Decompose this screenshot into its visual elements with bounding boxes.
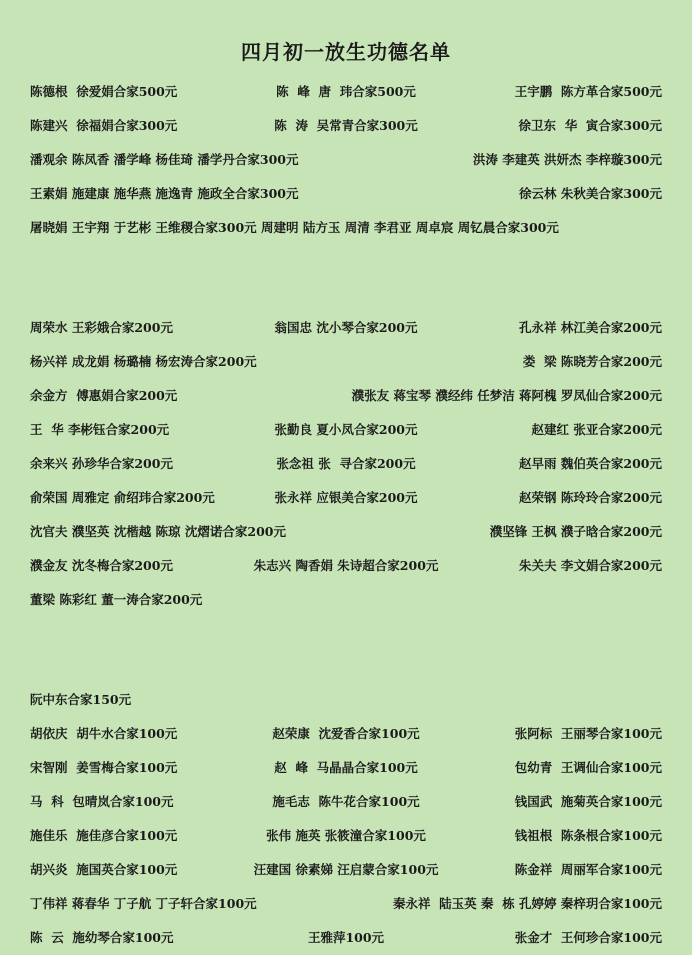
donor-entry: 赵 峰 马晶晶合家100元 bbox=[274, 760, 418, 775]
donor-row bbox=[30, 894, 662, 914]
donor-entry: 沈官夫 濮坚英 沈楷越 陈琼 沈熠诺合家200元 bbox=[30, 524, 287, 539]
donor-row bbox=[30, 758, 662, 778]
donor-entry: 陈德根 徐爱娟合家500元 bbox=[30, 84, 178, 99]
donor-entry: 阮中东合家150元 bbox=[30, 692, 132, 707]
donor-entry: 赵建红 张亚合家200元 bbox=[531, 422, 662, 437]
donor-row bbox=[30, 420, 662, 440]
donor-entry: 宋智刚 姜雪梅合家100元 bbox=[30, 760, 178, 775]
donor-entry: 朱关夫 李文娟合家200元 bbox=[519, 558, 662, 573]
donor-entry: 丁伟祥 蒋春华 丁子航 丁子轩合家100元 bbox=[30, 896, 257, 911]
donor-entry: 董梁 陈彩红 董一涛合家200元 bbox=[30, 592, 203, 607]
donor-row bbox=[30, 928, 662, 948]
donor-entry: 王 华 李彬钰合家200元 bbox=[30, 422, 170, 437]
donor-entry: 张念祖 张 寻合家200元 bbox=[276, 456, 416, 471]
donor-entry: 濮张友 蒋宝琴 濮经纬 任梦洁 蒋阿槐 罗凤仙合家200元 bbox=[351, 388, 662, 403]
donor-entry: 俞荣国 周雅定 俞绍玮合家200元 bbox=[30, 490, 215, 505]
donor-entry: 潘观余 陈凤香 潘学峰 杨佳琦 潘学丹合家300元 bbox=[30, 152, 299, 167]
donor-entry: 洪涛 李建英 洪妍杰 李梓璇300元 bbox=[472, 152, 662, 167]
donor-row bbox=[30, 488, 662, 508]
donor-row bbox=[30, 184, 662, 204]
donor-entry: 施毛志 陈牛花合家100元 bbox=[272, 794, 420, 809]
donor-row bbox=[30, 724, 662, 744]
donor-row bbox=[30, 792, 662, 812]
donor-entry: 徐云林 朱秋美合家300元 bbox=[519, 186, 662, 201]
donor-row bbox=[30, 826, 662, 846]
donor-row bbox=[30, 150, 662, 170]
donor-entry: 王素娟 施建康 施华燕 施逸青 施政全合家300元 bbox=[30, 186, 299, 201]
donor-entry: 张金才 王何珍合家100元 bbox=[514, 930, 662, 945]
donor-entry: 张勤良 夏小凤合家200元 bbox=[274, 422, 418, 437]
donor-entry: 施佳乐 施佳彦合家100元 bbox=[30, 828, 178, 843]
donor-row bbox=[30, 218, 662, 238]
donor-entry: 余来兴 孙珍华合家200元 bbox=[30, 456, 173, 471]
donor-entry: 汪建国 徐素娣 汪启蒙合家100元 bbox=[253, 862, 439, 877]
donor-row bbox=[30, 318, 662, 338]
donor-entry: 马 科 包晴岚合家100元 bbox=[30, 794, 174, 809]
donor-entry: 娄 梁 陈晓芳合家200元 bbox=[522, 354, 662, 369]
donor-entry: 陈建兴 徐福娟合家300元 bbox=[30, 118, 178, 133]
donor-row bbox=[30, 82, 662, 102]
donor-entry: 杨兴祥 成龙娟 杨璐楠 杨宏涛合家200元 bbox=[30, 354, 257, 369]
donor-row bbox=[30, 386, 662, 406]
donor-entry: 屠晓娟 王宇翔 于艺彬 王维稷合家300元 周建明 陆方玉 周清 李君亚 周卓宸 周钇晨合家300元 bbox=[30, 220, 559, 235]
donor-row bbox=[30, 522, 662, 542]
page-title: 四月初一放生功德名单 bbox=[241, 40, 451, 64]
donor-row bbox=[30, 690, 662, 710]
donor-entry: 钱国武 施菊英合家100元 bbox=[514, 794, 662, 809]
donor-entry: 赵荣钢 陈玲玲合家200元 bbox=[519, 490, 662, 505]
donor-entry: 陈 峰 唐 玮合家500元 bbox=[276, 84, 416, 99]
donor-row bbox=[30, 590, 662, 610]
donor-entry: 余金方 傅惠娟合家200元 bbox=[30, 388, 178, 403]
donor-row bbox=[30, 556, 662, 576]
donor-entry: 胡依庆 胡牛水合家100元 bbox=[30, 726, 178, 741]
donor-entry: 朱志兴 陶香娟 朱诗超合家200元 bbox=[253, 558, 439, 573]
donor-entry: 钱祖根 陈条根合家100元 bbox=[514, 828, 662, 843]
donor-entry: 张阿标 王丽琴合家100元 bbox=[514, 726, 662, 741]
donor-entry: 王雅萍100元 bbox=[307, 930, 385, 945]
donor-entry: 赵荣康 沈爱香合家100元 bbox=[272, 726, 420, 741]
donor-entry: 陈 云 施幼琴合家100元 bbox=[30, 930, 174, 945]
donor-entry: 张伟 施英 张筱潼合家100元 bbox=[266, 828, 426, 843]
donor-entry: 陈 涛 吴常青合家300元 bbox=[274, 118, 418, 133]
donor-entry: 徐卫东 华 寅合家300元 bbox=[518, 118, 662, 133]
donor-entry: 包幼青 王调仙合家100元 bbox=[514, 760, 662, 775]
donor-row bbox=[30, 860, 662, 880]
donor-entry: 濮坚锋 王枫 濮子晗合家200元 bbox=[489, 524, 662, 539]
donor-row bbox=[30, 454, 662, 474]
donor-row bbox=[30, 116, 662, 136]
donor-entry: 翁国忠 沈小琴合家200元 bbox=[274, 320, 418, 335]
donor-entry: 周荣水 王彩娥合家200元 bbox=[30, 320, 173, 335]
donor-entry: 赵早雨 魏伯英合家200元 bbox=[519, 456, 662, 471]
donor-entry: 濮金友 沈冬梅合家200元 bbox=[30, 558, 173, 573]
donor-entry: 张永祥 应银美合家200元 bbox=[274, 490, 418, 505]
donor-entry: 王宇鹏 陈方革合家500元 bbox=[514, 84, 662, 99]
donor-entry: 胡兴炎 施国英合家100元 bbox=[30, 862, 178, 877]
donor-entry: 孔永祥 林江美合家200元 bbox=[519, 320, 662, 335]
donor-entry: 陈金祥 周丽军合家100元 bbox=[514, 862, 662, 877]
donor-entry: 秦永祥 陆玉英 秦 栋 孔婷婷 秦梓玥合家100元 bbox=[392, 896, 662, 911]
donor-row bbox=[30, 352, 662, 372]
